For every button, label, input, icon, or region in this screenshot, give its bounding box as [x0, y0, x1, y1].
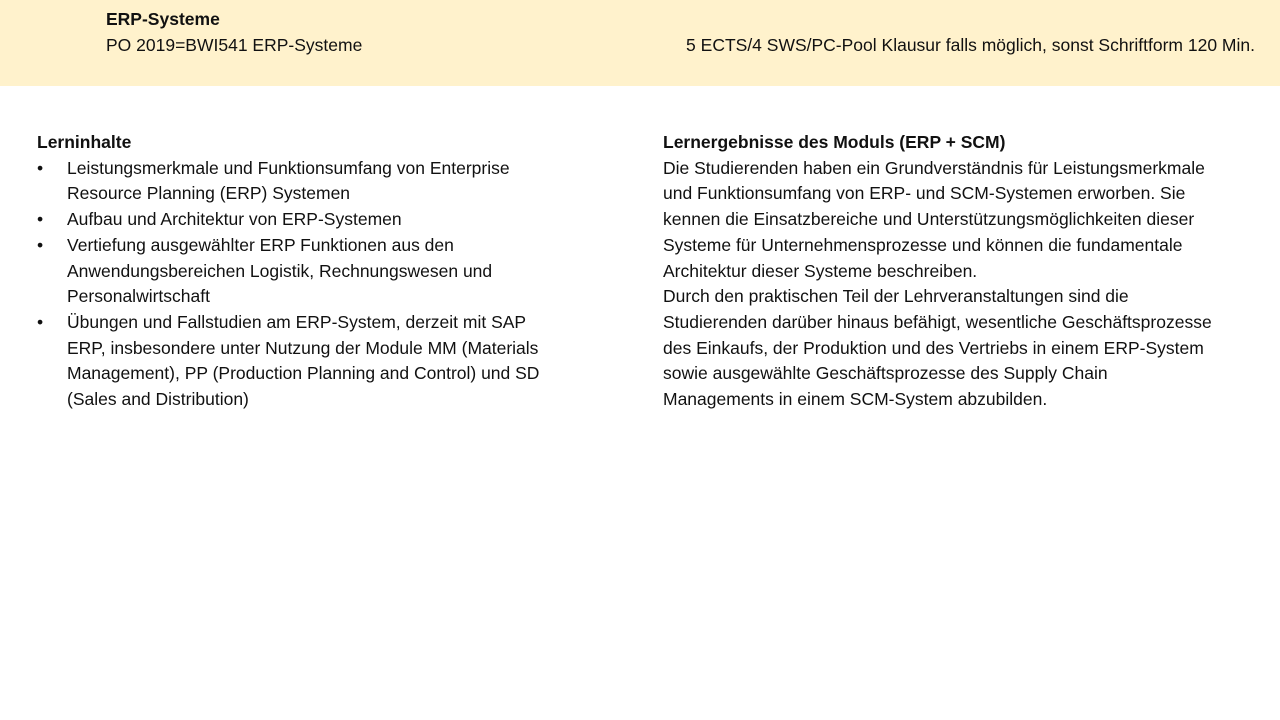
bullet-icon: • — [37, 234, 44, 255]
learning-outcomes-section — [663, 130, 1223, 413]
bullet-icon: • — [37, 209, 44, 230]
learning-content-section — [37, 130, 557, 413]
list-item-text: Aufbau und Architektur von ERP-Systemen — [67, 209, 402, 230]
list-item — [37, 233, 557, 310]
learning-outcomes-paragraph: Durch den praktischen Teil der Lehrveranstaltungen sind die Studierenden darüber hinaus befähigt, wesentliche Geschäftsprozesse des Einkaufs, der Produktion und des Vertriebs in einem ERP-System sowie ausgewählte Geschäftsprozesse des Supply Chain Managements in einem SCM-System abzubilden. — [663, 286, 1212, 410]
learning-content-heading: Lerninhalte — [37, 132, 132, 152]
list-item-text: Vertiefung ausgewählter ERP Funktionen aus den Anwendungsbereichen Logistik, Rechnungswesen und Personalwirtschaft — [67, 234, 493, 307]
module-header — [0, 0, 1280, 86]
module-code: PO 2019=BWI541 ERP-Systeme — [106, 35, 363, 55]
list-item-text: Leistungsmerkmale und Funktionsumfang von Enterprise Resource Planning (ERP) Systemen — [67, 157, 510, 204]
learning-content-list — [37, 156, 557, 413]
learning-outcomes-paragraph: Die Studierenden haben ein Grundverständnis für Leistungsmerkmale und Funktionsumfang von ERP- und SCM-Systemen erworben. Sie kennen die Einsatzbereiche und Unterstützungsmöglichkeiten dieser Systeme für Unternehmensprozesse und können die fundamentale Architektur dieser Systeme beschreiben. — [663, 157, 1205, 281]
list-item — [37, 310, 557, 413]
bullet-icon: • — [37, 311, 44, 332]
list-item — [37, 156, 557, 207]
module-meta: 5 ECTS/4 SWS/PC-Pool Klausur falls möglich, sonst Schriftform 120 Min. — [686, 35, 1255, 55]
module-title: ERP-Systeme — [106, 9, 220, 29]
learning-outcomes-heading: Lernergebnisse des Moduls (ERP + SCM) — [663, 132, 1006, 152]
bullet-icon: • — [37, 157, 44, 178]
list-item — [37, 207, 557, 233]
list-item-text: Übungen und Fallstudien am ERP-System, derzeit mit SAP ERP, insbesondere unter Nutzung der Module MM (Materials Management), PP (Production Planning and Control) und SD (Sales and Distribution) — [67, 311, 540, 410]
